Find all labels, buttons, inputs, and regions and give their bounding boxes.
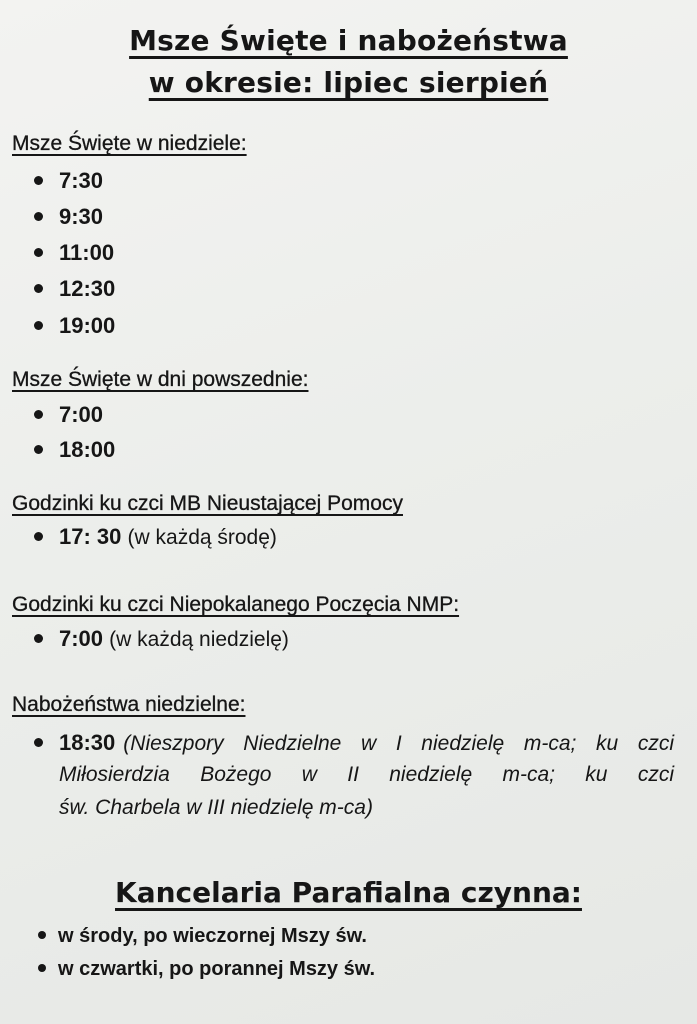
weekday-heading: Msze Święte w dni powszednie: <box>12 368 309 391</box>
bullet-icon <box>34 532 43 541</box>
mb-note: (w każdą środę) <box>127 526 277 549</box>
sunday-time-3-text: 11:00 <box>59 240 115 265</box>
services-heading: Nabożeństwa niedzielne: <box>12 693 246 716</box>
bullet-icon <box>34 445 43 454</box>
weekday-time-1 <box>34 402 103 428</box>
sunday-time-5 <box>34 313 115 339</box>
bullet-icon <box>34 634 43 643</box>
services-row-1 <box>34 730 674 763</box>
bullet-icon <box>34 248 43 257</box>
office-item-1-text: w środy, po wieczornej Mszy św. <box>58 925 367 947</box>
bullet-icon <box>34 410 43 419</box>
sunday-time-4-text: 12:30 <box>59 276 116 301</box>
nmp-item <box>34 626 289 652</box>
bullet-icon <box>34 212 43 221</box>
services-line-2: Miłosierdzia Bożego w II niedzielę m-ca; ku czci <box>59 763 674 786</box>
nmp-heading: Godzinki ku czci Niepokalanego Poczęcia NMP: <box>12 593 460 616</box>
title-line-2 <box>0 66 697 99</box>
weekday-time-2 <box>34 437 115 463</box>
bullet-icon <box>38 931 46 939</box>
office-heading-text: Kancelaria Parafialna czynna: <box>115 876 582 909</box>
sunday-time-5-text: 19:00 <box>59 313 116 338</box>
sunday-time-3 <box>34 240 114 266</box>
title-line-2-text: w okresie: lipiec sierpień <box>148 66 549 99</box>
sunday-time-1-text: 7:30 <box>59 168 104 193</box>
sunday-time-4 <box>34 276 115 302</box>
nmp-time: 7:00 <box>59 626 104 651</box>
office-item-2-text: w czwartki, po porannej Mszy św. <box>58 958 376 980</box>
office-item-1 <box>38 925 367 948</box>
sunday-time-2-text: 9:30 <box>59 204 104 229</box>
mb-heading: Godzinki ku czci MB Nieustającej Pomocy <box>12 492 403 515</box>
services-line-3: św. Charbela w III niedzielę m-ca) <box>59 796 373 819</box>
bullet-icon <box>34 176 43 185</box>
title-line-1 <box>0 24 697 57</box>
weekday-time-2-text: 18:00 <box>59 437 116 462</box>
sunday-time-2 <box>34 204 103 230</box>
bullet-icon <box>34 284 43 293</box>
nmp-note: (w każdą niedzielę) <box>109 628 289 651</box>
bullet-icon <box>38 964 46 972</box>
bullet-icon <box>34 738 43 747</box>
weekday-time-1-text: 7:00 <box>59 402 104 427</box>
title-line-1-text: Msze Święte i nabożeństwa <box>129 24 568 57</box>
sunday-heading: Msze Święte w niedziele: <box>12 132 247 155</box>
mb-time: 17: 30 <box>59 524 122 549</box>
services-line-1: (Nieszpory Niedzielne w I niedzielę m-ca; ku czci <box>123 732 674 755</box>
mb-item <box>34 524 277 550</box>
office-heading <box>0 876 697 909</box>
bullet-icon <box>34 321 43 330</box>
services-time: 18:30 <box>59 730 116 755</box>
office-item-2 <box>38 958 375 981</box>
services-item <box>34 730 674 829</box>
sunday-time-1 <box>34 168 103 194</box>
